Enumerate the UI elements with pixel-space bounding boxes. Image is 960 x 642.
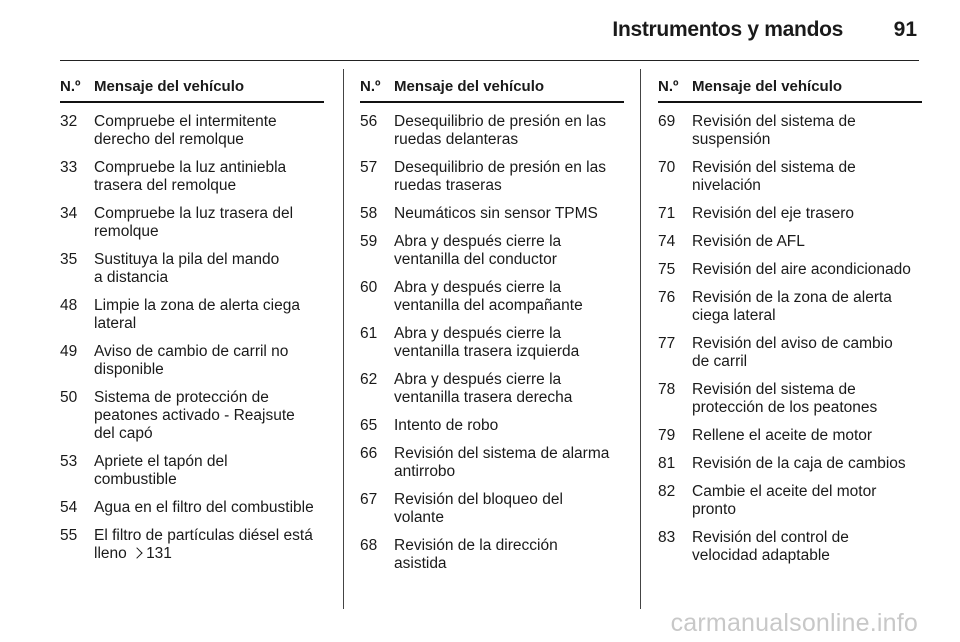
table-row	[658, 335, 922, 371]
message-text: Revisión de la dirección asistida	[394, 537, 558, 572]
message-text-cell	[692, 529, 922, 565]
message-column-header: Mensaje del vehículo	[692, 78, 843, 95]
message-text: Compruebe la luz antiniebla trasera del remolque	[94, 159, 287, 194]
message-text: Desequilibrio de presión en las ruedas delanteras	[394, 113, 606, 148]
table-row	[658, 159, 922, 195]
message-list	[658, 113, 922, 565]
message-text: Abra y después cierre la ventanilla trasera izquierda	[394, 325, 580, 360]
table-row	[60, 297, 324, 333]
message-text: El filtro de partículas diésel está lleno	[94, 527, 313, 562]
message-text: Abra y después cierre la ventanilla del acompañante	[394, 279, 583, 314]
table-row	[60, 205, 324, 241]
message-text: Intento de robo	[394, 417, 499, 434]
message-text: Aviso de cambio de carril no disponible	[94, 343, 289, 378]
table-row	[658, 483, 922, 519]
message-list	[60, 113, 324, 563]
message-text-cell	[94, 205, 324, 241]
table-row	[658, 427, 922, 445]
message-text-cell	[94, 297, 324, 333]
table-row	[360, 113, 624, 149]
message-number: 53	[60, 453, 78, 470]
message-text-cell	[394, 491, 624, 527]
message-number: 58	[360, 205, 378, 222]
message-number: 32	[60, 113, 78, 130]
message-column-header: Mensaje del vehículo	[394, 78, 545, 95]
message-text: Revisión del aviso de cambio de carril	[692, 335, 893, 370]
message-column-2	[360, 78, 624, 583]
table-row	[60, 113, 324, 149]
message-number: 71	[658, 205, 676, 222]
message-text-cell	[692, 289, 922, 325]
message-column-header: Mensaje del vehículo	[94, 78, 245, 95]
table-header	[658, 78, 922, 103]
message-number: 50	[60, 389, 78, 406]
message-text-cell	[394, 417, 624, 435]
message-text-cell	[394, 279, 624, 315]
message-text: Revisión del eje trasero	[692, 205, 854, 222]
table-row	[658, 233, 922, 251]
message-number: 66	[360, 445, 378, 462]
message-text-cell	[94, 389, 324, 443]
table-row	[60, 527, 324, 563]
message-text: Revisión del sistema de alarma antirrobo	[394, 445, 610, 480]
message-text-cell	[692, 113, 922, 149]
message-number: 68	[360, 537, 378, 554]
table-row	[60, 499, 324, 517]
message-number: 67	[360, 491, 378, 508]
message-text: Revisión del aire acondicionado	[692, 261, 911, 278]
message-text: Compruebe la luz trasera del remolque	[94, 205, 294, 240]
message-number: 62	[360, 371, 378, 388]
message-number: 56	[360, 113, 378, 130]
message-text-cell	[692, 261, 922, 279]
message-number: 59	[360, 233, 378, 250]
page-number: 91	[893, 18, 917, 41]
message-text-cell	[94, 113, 324, 149]
message-text: Rellene el aceite de motor	[692, 427, 873, 444]
message-text-cell	[394, 537, 624, 573]
message-text: Revisión de la zona de alerta ciega lateral	[692, 289, 892, 324]
number-column-header: N.º	[360, 78, 381, 95]
table-row	[658, 455, 922, 473]
table-row	[360, 279, 624, 315]
table-row	[60, 389, 324, 443]
message-text: Revisión del sistema de protección de los peatones	[692, 381, 878, 416]
message-number: 79	[658, 427, 676, 444]
message-number: 82	[658, 483, 676, 500]
message-number: 78	[658, 381, 676, 398]
message-number: 69	[658, 113, 676, 130]
table-row	[360, 159, 624, 195]
message-text-cell	[94, 159, 324, 195]
table-row	[658, 381, 922, 417]
number-column-header: N.º	[658, 78, 679, 95]
table-header	[360, 78, 624, 103]
message-text: Revisión del sistema de nivelación	[692, 159, 856, 194]
message-text: Revisión del bloqueo del volante	[394, 491, 563, 526]
table-row	[360, 417, 624, 435]
message-text: Limpie la zona de alerta ciega lateral	[94, 297, 300, 332]
message-text-cell	[394, 113, 624, 149]
page-title: Instrumentos y mandos	[612, 18, 843, 41]
table-row	[360, 371, 624, 407]
message-text: Revisión del control de velocidad adaptable	[692, 529, 849, 564]
message-text-cell	[394, 445, 624, 481]
message-text: Compruebe el intermitente derecho del remolque	[94, 113, 277, 148]
message-text-cell	[94, 453, 324, 489]
table-row	[658, 205, 922, 223]
message-number: 49	[60, 343, 78, 360]
message-text: Desequilibrio de presión en las ruedas traseras	[394, 159, 606, 194]
table-row	[658, 529, 922, 565]
message-number: 77	[658, 335, 676, 352]
message-text: Apriete el tapón del combustible	[94, 453, 228, 488]
table-row	[658, 113, 922, 149]
message-text-cell	[692, 335, 922, 371]
table-row	[360, 537, 624, 573]
table-row	[360, 233, 624, 269]
table-row	[658, 261, 922, 279]
table-row	[60, 343, 324, 379]
message-column-1	[60, 78, 324, 573]
message-text-cell	[692, 427, 922, 445]
message-text-cell	[692, 205, 922, 223]
message-number: 55	[60, 527, 78, 544]
message-text: Abra y después cierre la ventanilla trasera derecha	[394, 371, 573, 406]
table-row	[60, 453, 324, 489]
message-number: 83	[658, 529, 676, 546]
table-row	[60, 159, 324, 195]
message-text-cell	[692, 455, 922, 473]
table-row	[360, 205, 624, 223]
column-divider	[343, 69, 344, 609]
message-text: Neumáticos sin sensor TPMS	[394, 205, 598, 222]
message-text-cell	[394, 325, 624, 361]
page-reference-icon	[131, 547, 142, 558]
message-text-cell	[692, 381, 922, 417]
message-list	[360, 113, 624, 573]
message-text-cell	[692, 233, 922, 251]
message-number: 65	[360, 417, 378, 434]
message-text-cell	[394, 371, 624, 407]
message-number: 48	[60, 297, 78, 314]
table-row	[658, 289, 922, 325]
message-number: 70	[658, 159, 676, 176]
message-text: Revisión de la caja de cambios	[692, 455, 906, 472]
message-text-cell	[394, 159, 624, 195]
watermark: carmanualsonline.info	[670, 609, 918, 637]
table-row	[360, 325, 624, 361]
number-column-header: N.º	[60, 78, 81, 95]
header-divider	[60, 60, 919, 61]
message-text-cell	[394, 233, 624, 269]
message-text: Cambie el aceite del motor pronto	[692, 483, 877, 518]
message-number: 33	[60, 159, 78, 176]
message-number: 76	[658, 289, 676, 306]
message-number: 74	[658, 233, 676, 250]
message-text: Agua en el filtro del combustible	[94, 499, 314, 516]
message-text-cell	[692, 483, 922, 519]
message-number: 81	[658, 455, 676, 472]
message-number: 34	[60, 205, 78, 222]
message-text-cell	[692, 159, 922, 195]
message-number: 54	[60, 499, 78, 516]
table-row	[360, 491, 624, 527]
page-reference-link[interactable]: 131	[146, 545, 172, 562]
message-text-cell	[94, 343, 324, 379]
table-row	[60, 251, 324, 287]
message-text: Revisión del sistema de suspensión	[692, 113, 856, 148]
message-number: 57	[360, 159, 378, 176]
message-text: Sustituya la pila del mando a distancia	[94, 251, 280, 286]
message-text: Revisión de AFL	[692, 233, 805, 250]
message-number: 35	[60, 251, 78, 268]
message-text: Abra y después cierre la ventanilla del conductor	[394, 233, 562, 268]
message-number: 61	[360, 325, 378, 342]
column-divider	[640, 69, 641, 609]
message-text-cell	[394, 205, 624, 223]
message-text-cell	[94, 527, 324, 563]
message-column-3	[658, 78, 922, 575]
message-text-cell	[94, 499, 324, 517]
message-number: 75	[658, 261, 676, 278]
message-number: 60	[360, 279, 378, 296]
message-text: Sistema de protección de peatones activado - Reajsute del capó	[94, 389, 295, 442]
message-text-cell	[94, 251, 324, 287]
table-header	[60, 78, 324, 103]
table-row	[360, 445, 624, 481]
